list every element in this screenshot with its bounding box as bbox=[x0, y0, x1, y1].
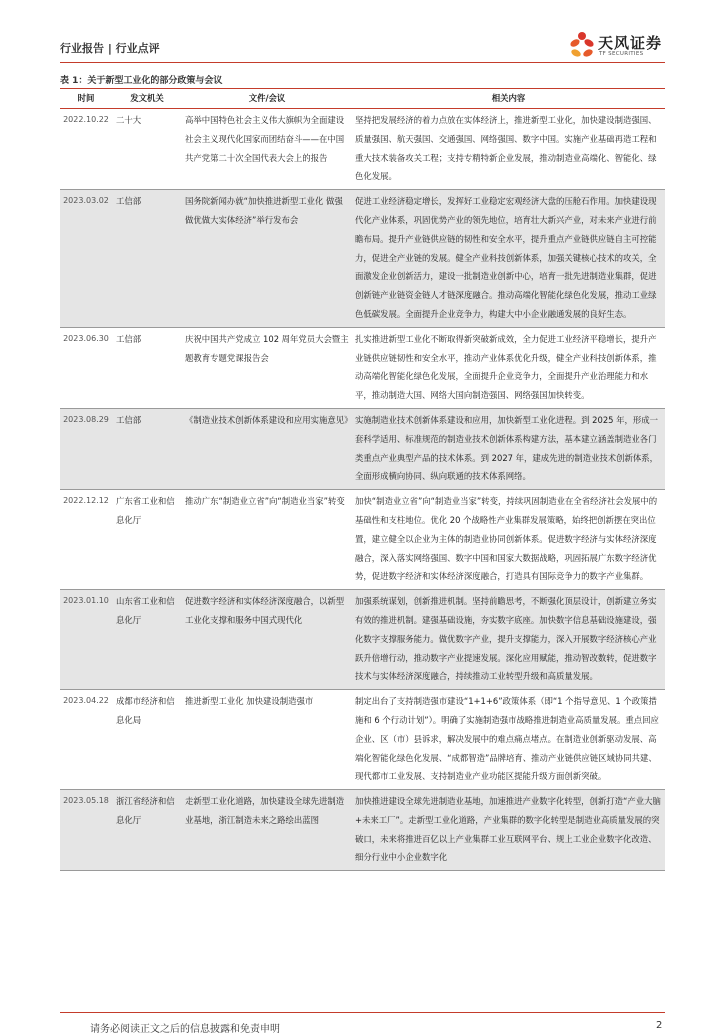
cell-document: 促进数字经济和实体经济深度融合，以新型工业化支撑和服务中国式现代化 bbox=[182, 590, 352, 690]
cell-date: 2023.08.29 bbox=[60, 408, 112, 489]
column-header-document: 文件/会议 bbox=[182, 89, 352, 109]
cell-document: 推进新型工业化 加快建设制造强市 bbox=[182, 690, 352, 790]
table-row bbox=[60, 408, 665, 489]
cell-org: 工信部 bbox=[112, 190, 182, 328]
cell-date: 2023.01.10 bbox=[60, 590, 112, 690]
footer-disclaimer: 请务必阅读正文之后的信息披露和免责申明 bbox=[90, 1024, 280, 1035]
cell-document: 国务院新闻办就“加快推进新型工业化 做强做优做大实体经济”举行发布会 bbox=[182, 190, 352, 328]
cell-content: 加强系统谋划，创新推进机制。坚持前瞻思考，不断强化顶层设计，创新建立务实有效的推进机制。建强基础设施，夯实数字底座。加快数字信息基础设施建设，强化数字支撑服务能力。做优数字产业，提升支撑能力，深入开展数字经济核心产业跃升倍增行动，推动数字产业提速发展。深化应用赋能，推动智改数转，促进数字技术与实体经济深度融合，持续推动工业转型升级和高质量发展。 bbox=[352, 590, 665, 690]
table-caption: 表 1：关于新型工业化的部分政策与会议 bbox=[60, 76, 223, 86]
brand-flower-icon bbox=[568, 30, 596, 62]
table-row bbox=[60, 327, 665, 408]
cell-org: 二十大 bbox=[112, 109, 182, 190]
cell-date: 2022.12.12 bbox=[60, 490, 112, 590]
cell-content: 加快推进建设全球先进制造业基地，加速推进产业数字化转型，创新打造“产业大脑+未来工厂”。走新型工业化道路，产业集群的数字化转型是制造业高质量发展的突破口，未来将推进百亿以上产业集群工业互联网平台、规上工业企业数字化改造、细分行业中小企业数字化 bbox=[352, 790, 665, 871]
cell-date: 2023.04.22 bbox=[60, 690, 112, 790]
cell-content: 扎实推进新型工业化不断取得新突破新成效，全力促进工业经济平稳增长，提升产业链供应链韧性和安全水平，推动产业体系优化升级，健全产业科技创新体系，推动高端化智能化绿色化发展，全面提升企业竞争力，全面提升产业治理能力和水平，推动制造大国、网络大国向制造强国、网络强国加快转变。 bbox=[352, 327, 665, 408]
cell-org: 广东省工业和信息化厅 bbox=[112, 490, 182, 590]
column-header-org: 发文机关 bbox=[112, 89, 182, 109]
brand-logo bbox=[568, 30, 678, 62]
cell-date: 2023.06.30 bbox=[60, 327, 112, 408]
table-row bbox=[60, 190, 665, 328]
cell-content: 促进工业经济稳定增长，发挥好工业稳定宏观经济大盘的压舱石作用。加快建设现代化产业体系，巩固优势产业的领先地位，培育壮大新兴产业，对未来产业进行前瞻布局。提升产业链供应链的韧性和安全水平，提升重点产业链供应链自主可控能力，促进全产业链的发展。健全产业科技创新体系，加强关键核心技术的攻关，全面激发企业创新活力，建设一批制造业创新中心，培育一批先进制造业集群，促进创新链产业链资金链人才链深度融合。推动高端化智能化绿色化发展，推动工业绿色低碳发展。全面提升企业竞争力，构建大中小企业融通发展的良好生态。 bbox=[352, 190, 665, 328]
brand-name: 天风证券 bbox=[598, 34, 663, 52]
brand-name-english: TF SECURITIES bbox=[599, 51, 644, 57]
cell-org: 工信部 bbox=[112, 327, 182, 408]
cell-org: 成都市经济和信息化局 bbox=[112, 690, 182, 790]
table-row bbox=[60, 590, 665, 690]
cell-date: 2023.05.18 bbox=[60, 790, 112, 871]
cell-document: 《制造业技术创新体系建设和应用实施意见》 bbox=[182, 408, 352, 489]
cell-document: 走新型工业化道路，加快建设全球先进制造业基地，浙江制造未来之路绘出蓝图 bbox=[182, 790, 352, 871]
page-number: 2 bbox=[656, 1020, 663, 1031]
cell-document: 推动广东“制造业立省”向“制造业当家”转变 bbox=[182, 490, 352, 590]
cell-content: 实施制造业技术创新体系建设和应用，加快新型工业化进程。到 2025 年，形成一套科学适用、标准规范的制造业技术创新体系构建方法，基本建立涵盖制造业各门类重点产业典型产品的技术体系。到 2027 年，建成先进的制造业技术创新体系，全面形成横向协同、纵向联通的技术体系网络。 bbox=[352, 408, 665, 489]
cell-content: 加快“制造业立省”向“制造业当家”转变，持续巩固制造业在全省经济社会发展中的基础性和支柱地位。优化 20 个战略性产业集群发展策略，始终把创新摆在突出位置，建立健全以企业为主体的制造业协同创新体系。促进数字经济与实体经济深度融合，深入落实网络强国、数字中国和国家大数据战略，巩固拓展广东数字经济优势，促进数字经济和实体经济深度融合，打造具有国际竞争力的数字产业集群。 bbox=[352, 490, 665, 590]
cell-date: 2022.10.22 bbox=[60, 109, 112, 190]
report-category: 行业报告 | 行业点评 bbox=[60, 42, 160, 55]
cell-content: 坚持把发展经济的着力点放在实体经济上，推进新型工业化，加快建设制造强国、质量强国、航天强国、交通强国、网络强国、数字中国。实施产业基础再造工程和重大技术装备攻关工程；支持专精特新企业发展，推动制造业高端化、智能化、绿色化发展。 bbox=[352, 109, 665, 190]
table-row bbox=[60, 109, 665, 190]
cell-document: 庆祝中国共产党成立 102 周年党员大会暨主题教育专题党课报告会 bbox=[182, 327, 352, 408]
table-row bbox=[60, 690, 665, 790]
cell-document: 高举中国特色社会主义伟大旗帜为全面建设社会主义现代化国家而团结奋斗——在中国共产党第二十次全国代表大会上的报告 bbox=[182, 109, 352, 190]
table-row bbox=[60, 490, 665, 590]
cell-org: 工信部 bbox=[112, 408, 182, 489]
policy-table bbox=[60, 88, 665, 871]
cell-content: 制定出台了支持制造强市建设“1+1+6”政策体系（即“1 个指导意见、1 个政策措施和 6 个行动计划”）。明确了实施制造强市战略推进制造业高质量发展。重点回应企业、区（市）县诉求，解决发展中的难点痛点堵点。在制造业创新驱动发展、高端化智能化绿色化发展、“成都智造”品牌培育、推动产业链供应链区域协同共建、现代都市工业发展、支持制造业产业功能区提能升级方面创新突破。 bbox=[352, 690, 665, 790]
cell-date: 2023.03.02 bbox=[60, 190, 112, 328]
column-header-date: 时间 bbox=[60, 89, 112, 109]
table-header-row bbox=[60, 89, 665, 109]
cell-org: 浙江省经济和信息化厅 bbox=[112, 790, 182, 871]
header-divider bbox=[60, 62, 665, 63]
table-row bbox=[60, 790, 665, 871]
cell-org: 山东省工业和信息化厅 bbox=[112, 590, 182, 690]
footer-divider bbox=[60, 1012, 665, 1013]
column-header-content: 相关内容 bbox=[352, 89, 665, 109]
